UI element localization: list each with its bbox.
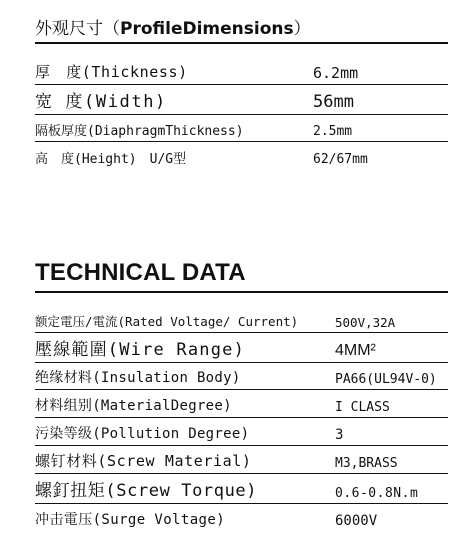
technical-row-label: 螺釘扭矩(Screw Torque) [35, 481, 258, 501]
technical-row-value: 500V,32A [335, 315, 396, 330]
dimensions-row [35, 85, 448, 115]
dimensions-title [35, 14, 311, 39]
technical-row [35, 418, 448, 446]
dimensions-title-suffix: ） [293, 19, 311, 39]
dimensions-row [35, 56, 448, 85]
dimensions-title-prefix: 外观尺寸（ [35, 19, 120, 39]
technical-row-value: M3,BRASS [335, 456, 398, 471]
technical-row [35, 333, 448, 363]
dimensions-row-value: 6.2mm [313, 64, 359, 82]
dimensions-row-value: 2.5mm [313, 124, 353, 139]
dimensions-row-label: 厚 度(Thickness) [35, 63, 188, 81]
technical-row-label: 壓線範圍(Wire Range) [35, 340, 246, 360]
technical-row-label: 冲击電压(Surge Voltage) [35, 512, 226, 528]
technical-row-label: 绝缘材料(Insulation Body) [35, 370, 241, 386]
technical-title: TECHNICAL DATA [35, 259, 246, 286]
technical-row-label: 螺钉材料(Screw Material) [35, 452, 252, 470]
dimensions-row-label: 宽 度(Width) [35, 92, 167, 112]
technical-row [35, 504, 448, 532]
dimensions-row-value: 56mm [313, 92, 354, 112]
technical-row-value: I CLASS [335, 400, 390, 415]
technical-title-rule [35, 291, 448, 293]
dimensions-row-label: 高 度(Height) U/G型 [35, 152, 187, 167]
dimensions-title-rule [35, 42, 448, 44]
technical-row-label: 额定電压/電流(Rated Voltage/ Current) [35, 314, 299, 329]
technical-row [35, 474, 448, 504]
technical-row-value: 0.6-0.8N.m [335, 486, 419, 501]
dimensions-row-value: 62/67mm [313, 152, 368, 167]
dimensions-title-bold: ProfileDimensions [120, 19, 294, 39]
technical-row-value: 3 [335, 427, 344, 443]
technical-row [35, 305, 448, 333]
dimensions-row-label: 隔板厚度(DiaphragmThickness) [35, 124, 244, 139]
technical-row-value: 6000V [335, 513, 378, 529]
dimensions-row [35, 142, 448, 170]
dimensions-row [35, 115, 448, 142]
technical-row-value: PA66(UL94V-0) [335, 372, 437, 387]
technical-row-label: 材料组别(MaterialDegree) [35, 398, 232, 414]
technical-row-value: 4MM² [335, 342, 376, 359]
technical-row-label: 污染等级(Pollution Degree) [35, 426, 250, 442]
technical-row [35, 390, 448, 418]
technical-row [35, 363, 448, 390]
technical-row [35, 446, 448, 474]
